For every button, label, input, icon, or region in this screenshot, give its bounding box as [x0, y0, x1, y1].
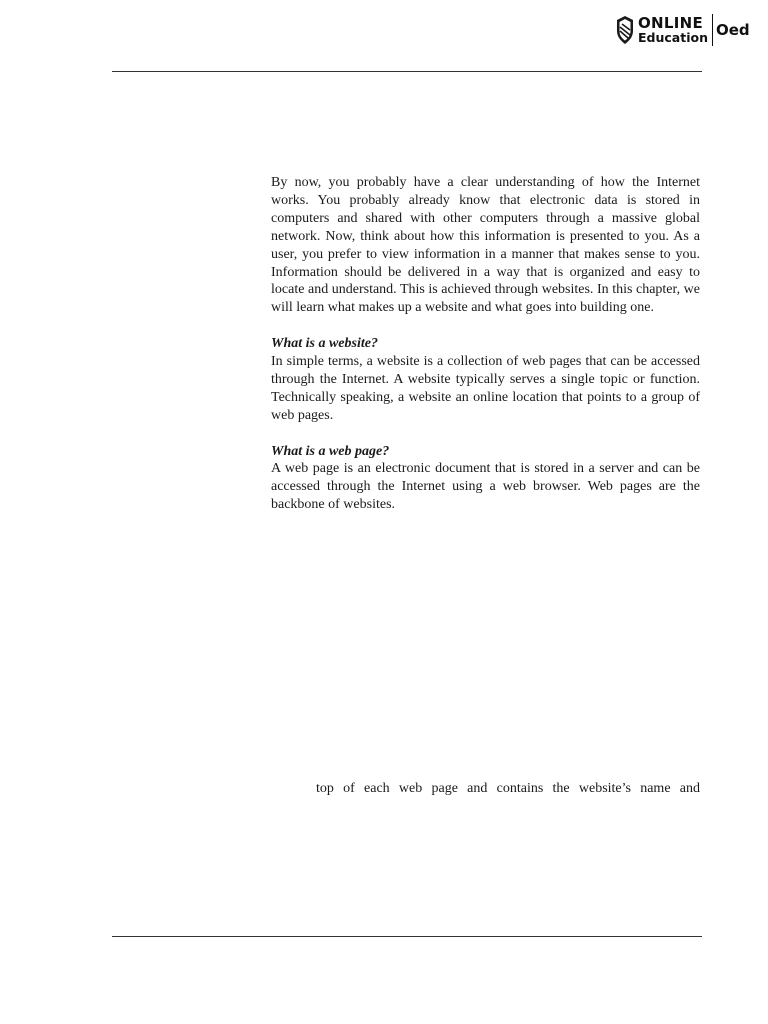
- paragraph-gap: [271, 317, 700, 335]
- intro-paragraph: By now, you probably have a clear understanding of how the Internet works. You probably already know that electronic data is stored in computers and shared with other computers through a massive global network. Now, think about how this information is presented to you. As a user, you prefer to view information in a manner that makes sense to you. Information should be delivered in a way that is organized and easy to locate and understand. This is achieved through websites. In this chapter, we will learn what makes up a website and what goes into building one.: [271, 175, 700, 316]
- logo-divider: [712, 14, 713, 46]
- footer-rule: [112, 936, 702, 937]
- chapter-text: [271, 174, 700, 514]
- section-body-web-page: A web page is an electronic document that is stored in a server and can be accessed through the Internet using a web browser. Web pages are the backbone of websites.: [271, 461, 700, 513]
- logo-word-online: ONLINE: [638, 13, 704, 32]
- section-heading-website: What is a website?: [271, 336, 378, 352]
- section-body-website: In simple terms, a website is a collection of web pages that can be accessed through the Internet. A website typically serves a single topic or function. Technically speaking, a website an online location that points to a group of web pages.: [271, 354, 700, 423]
- section-heading-web-page: What is a web page?: [271, 443, 390, 459]
- brand-logo: [615, 12, 750, 48]
- logo-word-education: Education: [638, 29, 708, 45]
- text-fragment: top of each web page and contains the website’s name and: [316, 781, 700, 796]
- logo-abbr: Oed: [715, 21, 750, 39]
- paragraph-gap: [271, 425, 700, 443]
- shield-crest-icon: [615, 15, 635, 45]
- header-rule: [112, 71, 702, 72]
